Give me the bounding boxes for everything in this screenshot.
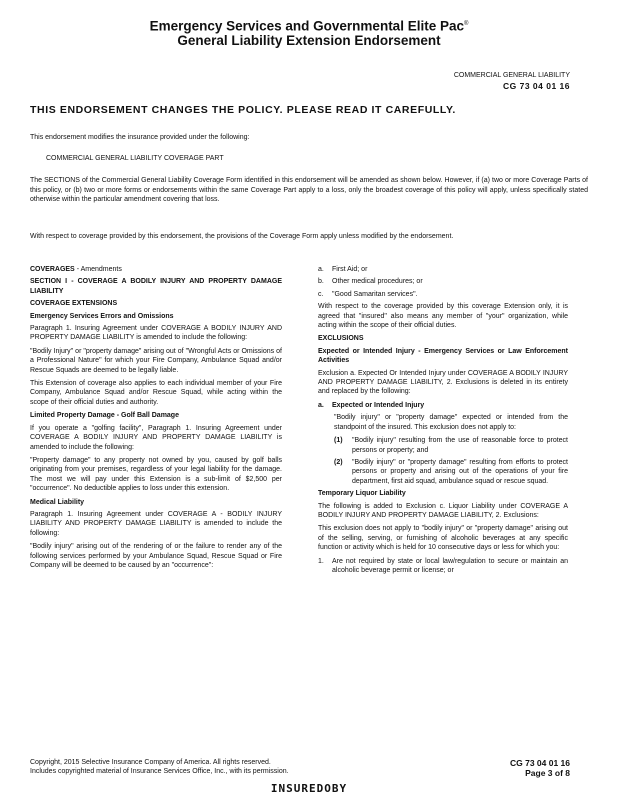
list-item: (2) "Bodily injury" or "property damage" resulting from efforts to protect persons or property and arising out of the operations of your fire department, first aid squad, ambulance squad or rescue squad. — [334, 458, 568, 485]
includes-line: Includes copyrighted material of Insurance Services Office, Inc., with its permission. — [30, 768, 289, 775]
footer-page-info — [510, 758, 570, 778]
footer-form-number: CG 73 04 01 16 — [509, 758, 570, 768]
list-item: 1. Are not required by state or local law/regulation to secure or maintain an alcoholic beverage permit or license; or — [318, 557, 568, 574]
coverages-heading: COVERAGES - Amendments — [30, 266, 122, 273]
extension-note: This Extension of coverage also applies to each individual member of your Fire Company, Ambulance Squad and/or Rescue Squad, while acting within the scope of their official duties and authority. — [30, 380, 282, 406]
footer-copyright — [30, 758, 420, 776]
exclusions-heading: EXCLUSIONS — [318, 335, 364, 343]
list-item: a. Expected or Intended Injury — [318, 401, 425, 409]
with-respect-extension: With respect to the coverage provided by this coverage Extension only, it is agreed that "insured" also means any member of "your" organization, while acting within the scope of their official duties. — [318, 303, 568, 330]
medical-quote: "Bodily injury" arising out of the rendering of or the failure to render any of the following services performed by your Ambulance Squad, Rescue Squad or Fire Company will be deemed to be caused by an "occurrence": — [30, 543, 282, 569]
page-number: Page 3 of 8 — [525, 768, 570, 778]
eo-quote: "Bodily Injury" or "property damage" arising out of "Wrongful Acts or Omissions of a Professional Nature" for which your Fire Company, Ambulance Squad and/or Rescue Squads are deemed to be legally liable. — [30, 347, 282, 374]
section-i-heading: SECTION I - COVERAGE A BODILY INJURY AND PROPERTY DAMAGE LIABILITY — [30, 278, 282, 295]
form-type: COMMERCIAL GENERAL LIABILITY — [453, 72, 570, 79]
left-column — [30, 265, 282, 574]
liquor-heading: Temporary Liquor Liability — [318, 490, 406, 498]
coverage-part-name: COMMERCIAL GENERAL LIABILITY COVERAGE PART — [46, 155, 224, 162]
form-number: CG 73 04 01 16 — [502, 81, 570, 91]
exclusion-paragraph: Exclusion a. Expected Or Intended Injury under COVERAGE A BODILY INJURY AND PROPERTY DAMAGE LIABILITY, 2. Exclusions is deleted in its entirety and replaced by the following: — [318, 369, 568, 396]
endorsement-banner: THIS ENDORSEMENT CHANGES THE POLICY. PLEASE READ IT CAREFULLY. — [30, 104, 456, 116]
with-respect-paragraph: With respect to coverage provided by this endorsement, the provisions of the Coverage Form apply unless modified by the endorsement. — [30, 233, 454, 240]
golf-paragraph: If you operate a "golfing facility", Paragraph 1. Insuring Agreement under COVERAGE A BODILY INJURY AND PROPERTY DAMAGE LIABILITY is amended to include the following: — [30, 424, 282, 451]
list-item: b. Other medical procedures; or — [318, 278, 423, 286]
copyright-line: Copyright, 2015 Selective Insurance Company of America. All rights reserved. — [30, 759, 271, 766]
medical-heading: Medical Liability — [30, 498, 85, 506]
list-item: a. First Aid; or — [318, 266, 368, 273]
sections-paragraph: The SECTIONS of the Commercial General Liability Coverage Form identified in this endorsement will be amended as shown below. However, if (a) two or more Coverage Parts of this policy, or (b) two or more forms or endorsements within the same Coverage Part apply to a loss, only the broadest coverage of this policy will apply, unless specifically stated otherwise within the particular amendment covering that loss. — [30, 177, 588, 204]
liquor-text: This exclusion does not apply to "bodily injury" or "property damage" arising out of the selling, serving, or furnishing of alcoholic beverages at any specific function or activity which is held for 10 consecutive days or less for which you: — [318, 525, 568, 552]
document-subtitle: General Liability Extension Endorsement — [177, 33, 441, 48]
expected-injury-heading: Expected or Intended Injury - Emergency Services or Law Enforcement Activities — [318, 347, 568, 365]
document-title — [0, 16, 618, 35]
title-line1: Emergency Services and Governmental Elite Pac — [149, 18, 464, 34]
list-item: c. "Good Samaritan services". — [318, 290, 418, 298]
form-reference — [454, 72, 570, 91]
list-item: (1) "Bodily injury" resulting from the use of reasonable force to protect persons or property; and — [334, 437, 568, 454]
coverage-extensions-heading: COVERAGE EXTENSIONS — [30, 300, 118, 308]
emergency-eo-heading: Emergency Services Errors and Omissions — [30, 312, 174, 320]
liquor-paragraph: The following is added to Exclusion c. Liquor Liability under COVERAGE A BODILY INJURY AND PROPERTY DAMAGE LIABILITY, 2. Exclusions: — [318, 502, 568, 519]
registered-mark: ® — [463, 21, 469, 27]
golf-heading: Limited Property Damage - Golf Ball Damage — [30, 412, 179, 420]
eo-paragraph: Paragraph 1. Insuring Agreement under COVERAGE A BODILY INJURY AND PROPERTY DAMAGE LIABILITY is amended to include the following: — [30, 325, 282, 342]
item-a-text: "Bodily injury" or "property damage" expected or intended from the standpoint of the insured. This exclusion does not apply to: — [334, 414, 568, 431]
right-column — [318, 265, 568, 578]
medical-paragraph: Paragraph 1. Insuring Agreement under COVERAGE A - BODILY INJURY LIABILITY AND PROPERTY DAMAGE LIABILITY is amended to include the following: — [30, 510, 282, 537]
golf-quote: "Property damage" to any property not owned by you, caused by golf balls originating from your premises, regardless of your legal liability for the damage. The most we will pay under this Extension is a sub-limit of $2,500 per "occurrence". No deductible applies to loss under this extension. — [30, 456, 282, 493]
modifies-text: This endorsement modifies the insurance provided under the following: — [30, 134, 250, 141]
watermark: INSUREDOBY — [270, 782, 348, 795]
